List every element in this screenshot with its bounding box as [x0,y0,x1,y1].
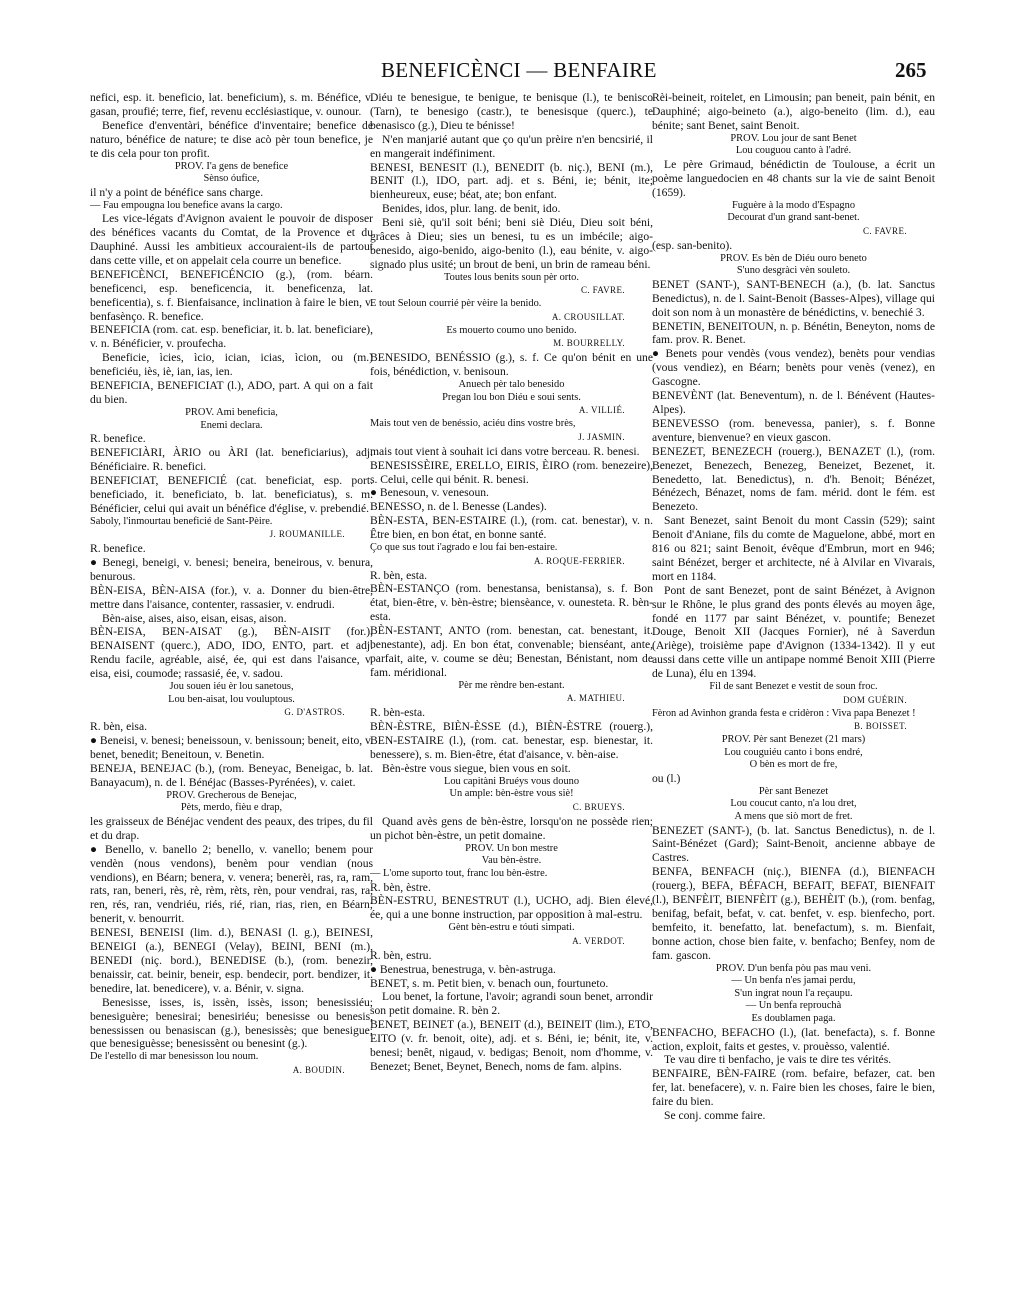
citation-author: M. BOURRELLY. [553,338,625,349]
entry-paragraph: Lou benet, la fortune, l'avoir; agrandi soun benet, arrondir son petit domaine. R. bèn 2. [370,990,653,1018]
entry-paragraph: BENESSO, n. de l. Benesse (Landes). [370,500,547,514]
entry-paragraph: ● Benets pour vendès (vous vendez), benèts pour vendias (vous vendiez), en Béarn; benèts pour venès (venez), en Gascogne. [652,347,935,389]
verse-line: Lou ben-aisat, lou vouluptous. [168,693,295,705]
entry-paragraph: BENEFICIAT, BENEFICIÉ (cat. beneficiat, esp. port. beneficiado, it. beneficiato, b. lat. beneficiatus), s. m. Bénéficier, celui qui avait un bénéfice d'église, v. prebendié. [90,473,373,515]
entry-paragraph: il n'y a point de bénéfice sans charge. [90,185,264,199]
verse-line: — Un benfa reprouchà [745,1000,842,1012]
verse-line: Toutes lous benits soun pèr orto. [444,271,579,283]
entry-paragraph: ● Benello, v. banello 2; benello, v. vanello; benem pour vendèn (nous vendons), benèm pour vendian (nous vendions), en Béarn; benera, v. venera; benerèi, ras, ra, ram, rats, ran, beneri, rès, rè, rèm, rèts, rèn, pour vendrai, ras, ra, ren, rés, ran, vendriéu, riés, rié, rian, rias, rien, en Béarn; benerit, v. benourrit. [90,842,373,926]
citation-author: C. FAVRE. [862,225,907,236]
verse-line: Un ample: bèn-èstre vous siè! [449,788,574,800]
entry-paragraph: Sant Benezet, saint Benoit du mont Cassin (529); saint Benoit d'Aniane, fils du comte de Maguelone, abbé, mort en 816 ou 821; saint Benoit, évêque d'Embrun, mort en 946; saint Bénézet, berger et architecte, né à Alvilar en Vivarais, mort en 1184. [652,514,935,583]
entry-paragraph: R. bèn, eisa. [90,720,147,734]
entry-paragraph: mais tout vient à souhait ici dans votre berceau. R. benesi. [370,444,640,458]
entry-paragraph: Benefice d'enventàri, bénéfice d'inventaire; benefice de naturo, bénéfice de nature; te dise acò pèr toun benefice, je te dis cela pour ton profit. [90,118,373,160]
verse-line: O bèn es mort de fre, [749,759,838,771]
citation-author: J. ROUMANILLE. [269,529,345,540]
verse-line: S'uno desgràci vèn souleto. [736,265,851,277]
entry-paragraph: Les vice-légats d'Avignon avaient le pouvoir de disposer des bénéfices vacants du Comtat, de la Provence et du Dauphiné. Aussi les ambitieux accouraient-ils de partout dans cette ville, et on appelait cela courre un benefice. [90,212,373,267]
entry-paragraph: Se conj. comme faire. [664,1109,766,1123]
verse-line: Pèr sant Benezet [758,785,829,797]
entry-paragraph: BÈN-ESTANÇO (rom. benestansa, benistansa), s. f. Bon état, bien-être, v. bèn-èstre; biensèance, v. ounesteta. R. bèn-esta. [370,582,653,624]
running-title: BENEFICÈNCI — BENFAIRE [381,58,657,82]
entry-paragraph: BENEFICIA, BENEFICIAT (l.), ADO, part. A qui on a fait du bien. [90,379,373,406]
entry-paragraph: Benesisse, isses, is, issèn, issès, isson; benesissiéu; benesiguère; benesirai; benesiriéu; benesisse ou benesis, benessissen ou benasiscan (g.), benesissès; que benesigue; que benesiguèsse; benesissènt ou benesint (g.). [90,995,373,1051]
verse-line: Enemi declara. [200,419,263,431]
verse-line: PROV. Ami beneficia, [185,406,278,418]
entry-paragraph: Quand avès gens de bèn-èstre, lorsqu'on ne possède rien; un pichot bèn-èstre, un petit domaine. [370,814,653,842]
verse-line: Decourat d'un grand sant-benet. [727,212,860,224]
proverb-line: Saboly, l'inmourtau beneficié de Sant-Pèire. [90,515,273,527]
entry-paragraph: Bèn-èstre vous siegue, bien vous en soit. [382,761,571,775]
citation-author: DOM GUÉRIN. [843,694,907,705]
entry-paragraph: (esp. san-benito). [652,238,733,252]
verse-line: Es mouerto coumo uno benido. [446,324,577,336]
verse-line: Anuech pèr talo benesido [458,379,565,391]
proverb-line: Ço que sus tout i'agrado e lou fai ben-estaire. [370,542,558,554]
entry-paragraph: Beni siè, qu'il soit béni; beni siè Diéu, Dieu soit béni, grâces à Dieu; sies un benesi, tu es un imbécile; aigo-benesido, aigo-benido, aigo-benito (l.), eau bénite, v. aigo-signado plus usité; un brout de beni, un brin de rameau béni. [370,216,653,271]
verse-line: Pregan lou bon Diéu e soui sents. [442,391,581,403]
verse-line: Vau bèn-èstre. [481,855,542,867]
page-number: 265 [895,58,927,82]
verse-line: PROV. Pèr sant Benezet (21 mars) [721,734,866,746]
citation-author: A. VERDOT. [572,935,625,946]
entry-paragraph: BÈN-ÈSTRE, BIÈN-ÈSSE (d.), BIÈN-ÈSTRE (rouerg.), BEN-ESTAIRE (l.), (rom. cat. benestar, esp. bienestar, it. benessere), s. m. Bien-être, état d'aisance, v. bèn-aise. [370,720,653,761]
column-middle [370,91,653,1281]
verse-line: Pèts, merdo, fièu e drap, [180,802,283,814]
citation-author: A. BOUDIN. [292,1064,345,1075]
verse-line: A mens que siò mort de fret. [734,810,853,822]
entry-paragraph: BÈN-ESTANT, ANTO (rom. benestan, cat. benestant, it. benestante), adj. En bon état, convenable; bienséant, ante, parfait, aite, v. coume se dèu; Benestan, Bénistant, nom de fam. méridional. [370,624,653,679]
entry-paragraph: BENESISSÈIRE, ERELLO, EIRIS, ÈIRO (rom. benezeire), s. Celui, celle qui bénit. R. benesi. [370,458,653,486]
entry-paragraph: ● Benestrua, benestruga, v. bèn-astruga. [370,962,556,976]
verse-line: PROV. Un bon mestre [465,842,558,854]
entry-paragraph: Rèi-beineit, roitelet, en Limousin; pan beneit, pain bénit, en Dauphiné; aigo-beineto (a.), aigo-beneito (lim. d.), eau bénite; sant Benet, saint Benoit. [652,91,935,132]
entry-paragraph: BÈN-ESTA, BEN-ESTAIRE (l.), (rom. cat. benestar), v. n. Être bien, en bon état, en bonne santé. [370,514,653,542]
verse-line: PROV. Lou jour de sant Benet [730,132,857,144]
entry-paragraph: BENEZET, BENEZECH (rouerg.), BENAZET (l.), (rom. Benezet, Benezech, Benezeg, Beneizet, Bezenet, it. Benedetto, lat. Benedictus), n. d'h. Benoit; Bénézet, Bénézech, Bénazet, noms de fam. mérid. dont le fém. est Benezeto. [652,444,935,514]
entry-paragraph: R. bèn, èstre. [370,880,431,894]
verse-line: — Un benfa n'es jamai perdu, [731,975,856,987]
verse-line: Lou couguiéu canto i bons endré, [724,746,863,758]
citation-author: C. BRUEYS. [572,802,625,812]
verse-line: S'un ingrat noun l'a reçaupu. [734,987,853,999]
entry-paragraph: BENET, BEINET (a.), BENEIT (d.), BEINEIT (lim.), ETO, EITO (v. fr. benoit, oite), adj. et s. Béni, ie; bénit, ite, v. benesi; benêt, nigaud, v. bedigas; Benoit, nom d'homme, v. Benezet; Benet, Beynet, Benech, noms de fam. alpins. [370,1018,653,1073]
entry-paragraph: BÈN-EISA, BÈN-AISA (for.), v. a. Donner du bien-être, mettre dans l'aisance, contenter, rassasier, v. endrudi. [90,583,373,611]
verse-line: Es doublamen paga. [751,1013,836,1024]
entry-paragraph: nefici, esp. it. beneficio, lat. beneficium), s. m. Bénéfice, v. gasan, proufié; terre, fief, revenu ecclésiastique, v. ounour. [90,91,373,118]
entry-paragraph: R. bèn-esta. [370,706,426,720]
citation-author: A. ROQUE-FERRIER. [533,555,625,566]
verse-line: Gènt bèn-estru e tóuti simpati. [448,922,575,934]
citation-author: G. D'ASTROS. [284,707,345,718]
entry-paragraph: BENEZET (SANT-), (b. lat. Sanctus Benedictus), n. de l. Saint-Bénézet (Gard); Saint-Benoit, ancienne abbaye de Castres. [652,823,935,865]
entry-paragraph: R. bèn, esta. [370,568,427,582]
proverb-line: E tout Seloun courrié pèr vèire la benido. [370,298,542,310]
entry-paragraph: les graisseux de Bénéjac vendent des peaux, des tripes, du fil et du drap. [90,814,373,842]
entry-paragraph: Le père Grimaud, bénédictin de Toulouse, a écrit un poème languedocien en 48 chants sur la vie de saint Benoit (1659). [652,157,935,199]
entry-paragraph: BENET (SANT-), SANT-BENECH (a.), (b. lat. Sanctus Benedictus), n. de l. Saint-Benoit (Basses-Alpes), village qui doit son nom à un monastère de bénédictins, v. benechié 3. [652,277,935,319]
entry-paragraph: BENESIDO, BENÉSSIO (g.), s. f. Ce qu'on bénit en une fois, bénédiction, v. benisoun. [370,351,653,379]
entry-paragraph: BENET, s. m. Petit bien, v. benach oun, fourtuneto. [370,976,609,990]
entry-paragraph: BENFA, BENFACH (niç.), BIENFA (d.), BIENFACH (rouerg.), BEFA, BÉFACH, BEFAIT, BEFAT, BIENFAIT (l.), BENFÈIT, BIENFÈIT (g.), BEHÈIT (b.), (rom. benfag, benifag, befait, befat, v. cat. benfet, v. esp. bienfecho, port. bemfeito, it. benefatto, lat. benefactum), s. m. Bienfait, bonne action, chose bien faite, v. benfacho; Benfey, nom de fam. gascon. [652,865,935,962]
entry-paragraph: BENEVESSO (rom. benevessa, panier), s. f. Bonne aventure, bienvenue? en vieux gascon. [652,416,935,444]
entry-paragraph: BENEFICIÀRI, ÀRIO ou ÀRI (lat. beneficiarius), adj. Bénéficiaire. R. benefici. [90,446,373,473]
entry-paragraph: BENETIN, BENEITOUN, n. p. Bénétin, Beneyton, noms de fam. prov. R. Benet. [652,319,935,347]
verse-line: Sènso óufice, [203,173,260,185]
verse-line: Fuguère à la modo d'Espagno [731,199,856,211]
citation-author: J. JASMIN. [578,431,625,442]
citation-author: A. MATHIEU. [566,693,625,704]
verse-line: Lou coucut canto, n'a lou dret, [730,798,857,810]
entry-paragraph: R. benefice. [90,432,146,446]
entry-paragraph: BENFACHO, BEFACHO (l.), (lat. benefacta), s. f. Bonne action, exploit, faits et gestes, v. prouèsso, valentié. [652,1025,935,1053]
entry-paragraph: N'en manjarié autant que ço qu'un prèire n'en bencsirié, il en mangerait indéfiniment. [370,132,653,160]
entry-paragraph: BENEVÈNT (lat. Beneventum), n. de l. Bénévent (Hautes-Alpes). [652,389,935,416]
entry-paragraph: Diéu te benesigue, te benigue, te benisque (l.), te benisco (Tarn), te benesigo (castr.), te benesisque (querc.), te benasisco (g.), Dieu te bénisse! [370,91,653,132]
verse-line: PROV. D'un benfa pòu pas mau veni. [715,962,872,974]
proverb-line: Fèron ad Avinhon granda festa e cridèron : Viva papa Benezet ! [652,707,916,719]
citation-author: C. FAVRE. [580,285,625,296]
entry-paragraph: BENESI, BENESIT (l.), BENEDIT (b. niç.), BENI (m.), BENIT (l.), IDO, part. adj. et s. Béni, ie; bénit, ite; bienheureux, euse; béat, ate; bon enfant. [370,160,653,202]
verse-line: Lou capitàni Bruéys vous douno [443,775,580,787]
verse-line: PROV. I'a gens de benefice [174,160,289,172]
proverb-line: — Fau empougna lou benefice avans la cargo. [90,199,283,211]
entry-paragraph: Beneficie, ìcies, ìcio, ician, icias, ìcion, ou (m.) beneficiéu, iès, iè, ian, ias, ien. [90,351,373,379]
citation-author: B. BOISSET. [854,721,907,732]
verse-line: Jou souen iéu èr lou sanetous, [169,681,294,693]
verse-line: Lou couguou canto à l'adré. [735,145,852,157]
entry-paragraph: BENEJA, BENEJAC (b.), (rom. Beneyac, Beneigac, b. lat. Banayacum), n. de l. Bénéjac (Basses-Pyrénées), v. caiet. [90,761,373,789]
citation-author: A. VILLIÉ. [578,405,625,416]
entry-paragraph: ou (l.) [652,771,681,785]
entry-paragraph: R. benefice. [90,542,146,556]
entry-paragraph: BENEFICIA (rom. cat. esp. beneficiar, it. b. lat. beneficiare), v. n. Bénéficier, v. proufecha. [90,323,373,351]
running-header [0,58,1024,88]
entry-paragraph: ● Benesoun, v. venesoun. [370,486,489,500]
entry-paragraph: ● Benegi, beneigi, v. benesi; beneira, beneirous, v. benura, benurous. [90,555,373,583]
verse-line: PROV. Grecherous de Benejac, [166,789,297,801]
entry-paragraph: BENFAIRE, BÈN-FAIRE (rom. befaire, befazer, cat. ben fer, lat. benefacere), v. n. Faire bien les choses, faire le bien, faire du bien. [652,1067,935,1109]
verse-line: Fil de sant Benezet e vestit de soun froc. [709,681,878,693]
entry-paragraph: BENEFICÈNCI, BENEFICÉNCIO (g.), (rom. béarn. beneficenci, esp. beneficencia, it. beneficenza, lat. beneficentia), s. f. Bienfaisance, inclination à faire le bien, v. benfasènço. R. benefice. [90,267,373,323]
entry-paragraph: BÈN-ESTRU, BENESTRUT (l.), UCHO, adj. Bien élevé, ée, qui a une bonne instruction, par opposition à mal-estru. [370,894,653,922]
proverb-line: — L'ome suporto tout, franc lou bèn-èstre. [370,867,548,879]
entry-paragraph: Pont de sant Benezet, pont de saint Bénézet, à Avignon sur le Rhône, le plus grand des ponts élevés au moyen âge, fondé en 1177 par saint Bénézet, v. pountife; Benezet Douge, Benoit XII (Jacques Fornier), né à Saverdun (Ariège), troisième pape d'Avignon (1334-1342). Il y eut aussi dans cette ville un antipape nommé Benoit XIII (Pierre de Luna), élu en 1394. [652,583,935,681]
entry-paragraph: BÈN-EISA, BEN-AISAT (g.), BÈN-AISIT (for.), BENAISENT (querc.), ADO, IDO, ENTO, part. et adj. Rendu facile, agréable, aisé, ée, qui est dans l'aisance, v. eisa, eisi, coumode; rassasié, ée, v. sadou. [90,625,373,681]
verse-line: Pèr me rèndre ben-estant. [458,679,565,691]
citation-author: A. CROUSILLAT. [551,311,625,322]
proverb-line: De l'estello di mar benesisson lou noum. [90,1051,259,1063]
entry-paragraph: ● Beneisi, v. benesi; beneissoun, v. benissoun; beneit, eito, v. benet, benedit; Beneitoun, v. Benetin. [90,734,373,761]
entry-paragraph: R. bèn, estru. [370,948,432,962]
entry-paragraph: Benides, idos, plur. lang. de benit, ido. [382,202,561,216]
verse-line: PROV. Es bèn de Diéu ouro beneto [720,252,867,264]
entry-paragraph: BENESI, BENEISI (lim. d.), BENASI (l. g.), BEINESI, BENEIGI (a.), BENEGI (Velay), BEINI, BENI (m.), BENEDI (niç. bord.), BENEDISE (b.), (rom. benezir, benaissir, cat. beinir, beneir, esp. bendecir, port. bendizer, it. benedire, lat. benedicere), v. a. Bénir, v. signa. [90,926,373,995]
entry-paragraph: Te vau dire ti benfacho, je vais te dire tes vérités. [664,1053,892,1067]
proverb-line: Mais tout ven de benéssio, aciéu dins vostre brès, [370,418,576,430]
column-left [90,91,373,1281]
entry-paragraph: Bèn-aise, aises, aiso, eisan, eisas, aison. [102,611,287,625]
column-right [652,91,935,1281]
